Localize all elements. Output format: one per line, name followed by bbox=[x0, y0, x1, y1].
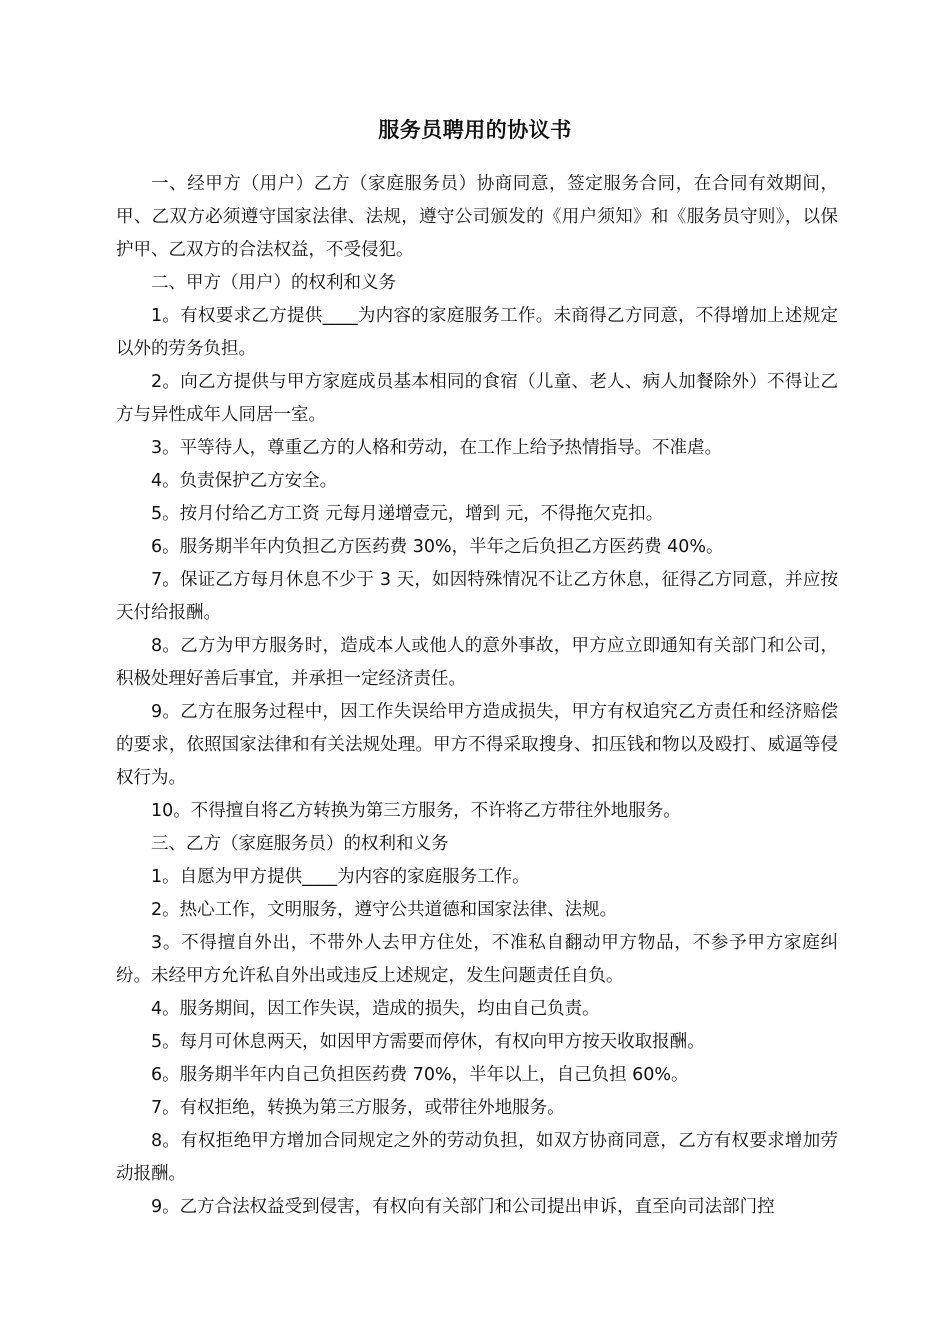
party-b-clause-3: 3。不得擅自外出，不带外人去甲方住处，不准私自翻动甲方物品，不参予甲方家庭纠纷。未经甲方允许私自外出或违反上述规定，发生问题责任自负。 bbox=[116, 933, 838, 986]
section-heading-party-b: 三、乙方（家庭服务员）的权利和义务 bbox=[151, 834, 449, 854]
party-a-clause-9: 9。乙方在服务过程中，因工作失误给甲方造成损失，甲方有权追究乙方责任和经济赔偿的要求，依照国家法律和有关法规处理。甲方不得采取搜身、扣压钱和物以及殴打、威逼等侵权行为。 bbox=[116, 702, 838, 788]
party-b-clause-5: 5。每月可休息两天，如因甲方需要而停休，有权向甲方按天收取报酬。 bbox=[151, 1032, 705, 1052]
document-title: 服务员聘用的协议书 bbox=[378, 118, 572, 142]
party-a-clause-2: 2。向乙方提供与甲方家庭成员基本相同的食宿（儿童、老人、病人加餐除外）不得让乙方与异性成年人同居一室。 bbox=[116, 372, 838, 425]
party-b-clause-6: 6。服务期半年内自己负担医药费 70%，半年以上，自己负担 60%。 bbox=[151, 1065, 689, 1085]
party-b-clause-1: 1。自愿为甲方提供____为内容的家庭服务工作。 bbox=[151, 867, 530, 887]
document-body bbox=[116, 168, 838, 1224]
party-a-clause-5: 5。按月付给乙方工资 元每月递增壹元，增到 元，不得拖欠克扣。 bbox=[151, 504, 664, 524]
section-heading-party-a: 二、甲方（用户）的权利和义务 bbox=[151, 273, 396, 293]
party-a-clause-4: 4。负责保护乙方安全。 bbox=[151, 471, 338, 491]
party-b-clause-9: 9。乙方合法权益受到侵害，有权向有关部门和公司提出申诉，直至向司法部门控 bbox=[151, 1197, 775, 1217]
party-b-clause-4: 4。服务期间，因工作失误，造成的损失，均由自己负责。 bbox=[151, 999, 600, 1019]
party-a-clause-1: 1。有权要求乙方提供____为内容的家庭服务工作。未商得乙方同意，不得增加上述规定以外的劳务负担。 bbox=[116, 306, 838, 359]
party-a-clause-7: 7。保证乙方每月休息不少于 3 天，如因特殊情况不让乙方休息，征得乙方同意，并应按天付给报酬。 bbox=[116, 570, 838, 623]
party-a-clause-3: 3。平等待人，尊重乙方的人格和劳动，在工作上给予热情指导。不准虐。 bbox=[151, 438, 723, 458]
party-b-clause-7: 7。有权拒绝，转换为第三方服务，或带往外地服务。 bbox=[151, 1098, 565, 1118]
paragraph-intro: 一、经甲方（用户）乙方（家庭服务员）协商同意，签定服务合同，在合同有效期间，甲、乙双方必须遵守国家法律、法规，遵守公司颁发的《用户须知》和《服务员守则》，以保护甲、乙双方的合法权益，不受侵犯。 bbox=[116, 174, 838, 260]
party-a-clause-10: 10。不得擅自将乙方转换为第三方服务，不许将乙方带往外地服务。 bbox=[151, 801, 681, 821]
party-b-clause-2: 2。热心工作，文明服务，遵守公共道德和国家法律、法规。 bbox=[151, 900, 618, 920]
party-a-clause-6: 6。服务期半年内负担乙方医药费 30%，半年之后负担乙方医药费 40%。 bbox=[151, 537, 724, 557]
party-b-clause-8: 8。有权拒绝甲方增加合同规定之外的劳动负担，如双方协商同意，乙方有权要求增加劳动报酬。 bbox=[116, 1131, 838, 1184]
party-a-clause-8: 8。乙方为甲方服务时，造成本人或他人的意外事故，甲方应立即通知有关部门和公司，积极处理好善后事宜，并承担一定经济责任。 bbox=[116, 636, 838, 689]
